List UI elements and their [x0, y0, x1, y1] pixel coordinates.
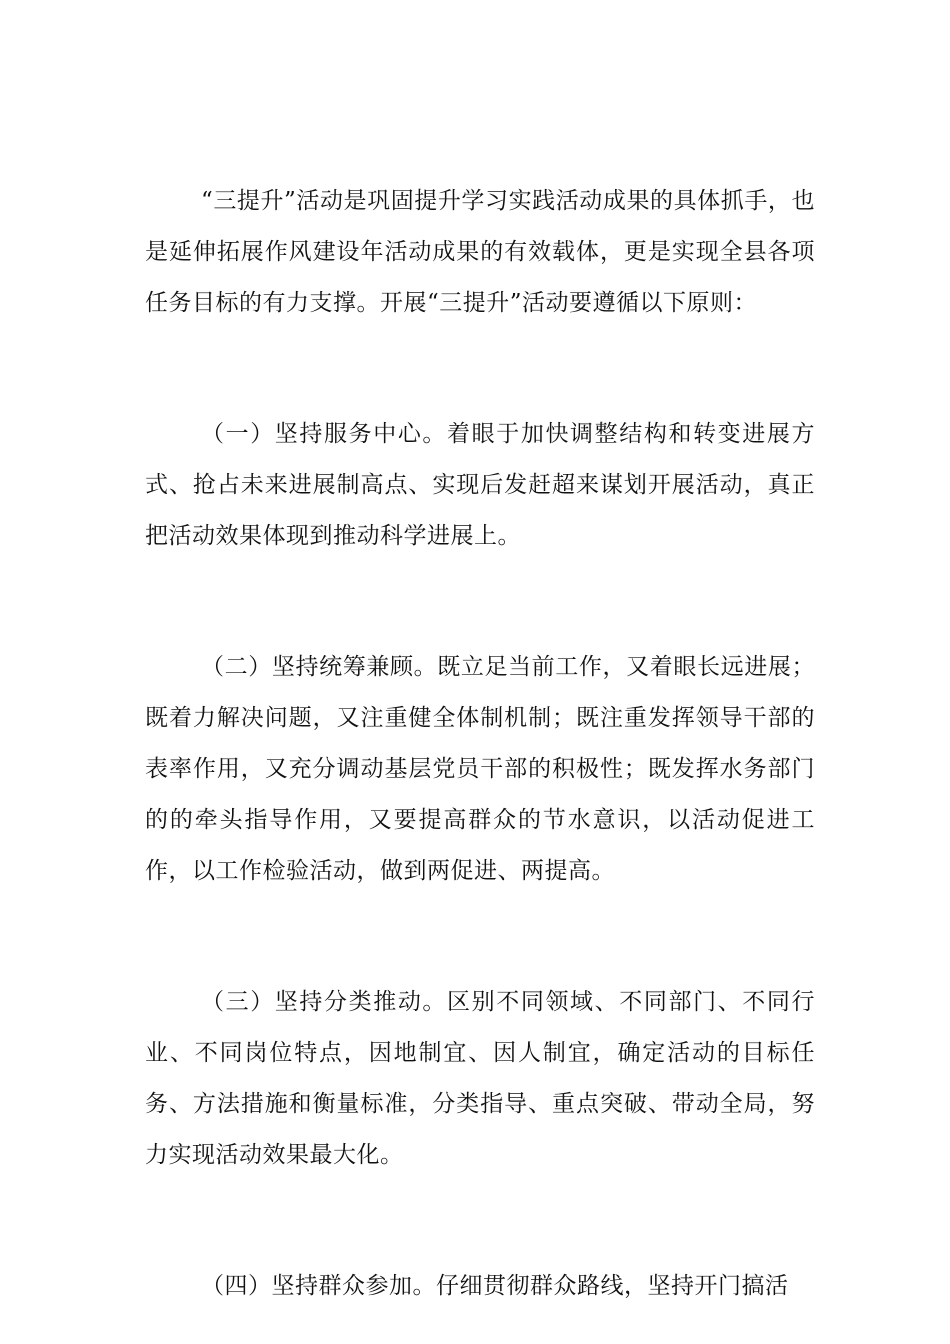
- paragraph-principle-4: （四）坚持群众参加。仔细贯彻群众路线，坚持开门搞活: [201, 1273, 789, 1299]
- paragraph-spacer: [145, 329, 815, 409]
- paragraph-principle-3: （三）坚持分类推动。区别不同领域、不同部门、不同行业、不同岗位特点，因地制宜、因人制宜，确定活动的目标任务、方法措施和衡量标准，分类指导、重点突破、带动全局，努力实现活动效果最大化。: [145, 989, 815, 1168]
- paragraph-spacer: [145, 897, 815, 977]
- paragraph-principle-1: （一）坚持服务中心。着眼于加快调整结构和转变进展方式、抢占未来进展制高点、实现后发赶超来谋划开展活动，真正把活动效果体现到推动科学进展上。: [145, 421, 815, 549]
- paragraph-spacer: [145, 562, 815, 642]
- paragraph-spacer: [145, 1181, 815, 1261]
- paragraph-principle-2: （二）坚持统筹兼顾。既立足当前工作，又着眼长远进展；既着力解决问题，又注重健全体制机制；既注重发挥领导干部的表率作用，又充分调动基层党员干部的积极性；既发挥水务部门的的牵头指导作用，又要提高群众的节水意识，以活动促进工作，以工作检验活动，做到两促进、两提高。: [145, 654, 815, 884]
- document-body: [145, 176, 815, 1312]
- paragraph-intro: “三提升”活动是巩固提升学习实践活动成果的具体抓手，也是延伸拓展作风建设年活动成果的有效载体，更是实现全县各项任务目标的有力支撑。开展“三提升”活动要遵循以下原则：: [145, 188, 815, 316]
